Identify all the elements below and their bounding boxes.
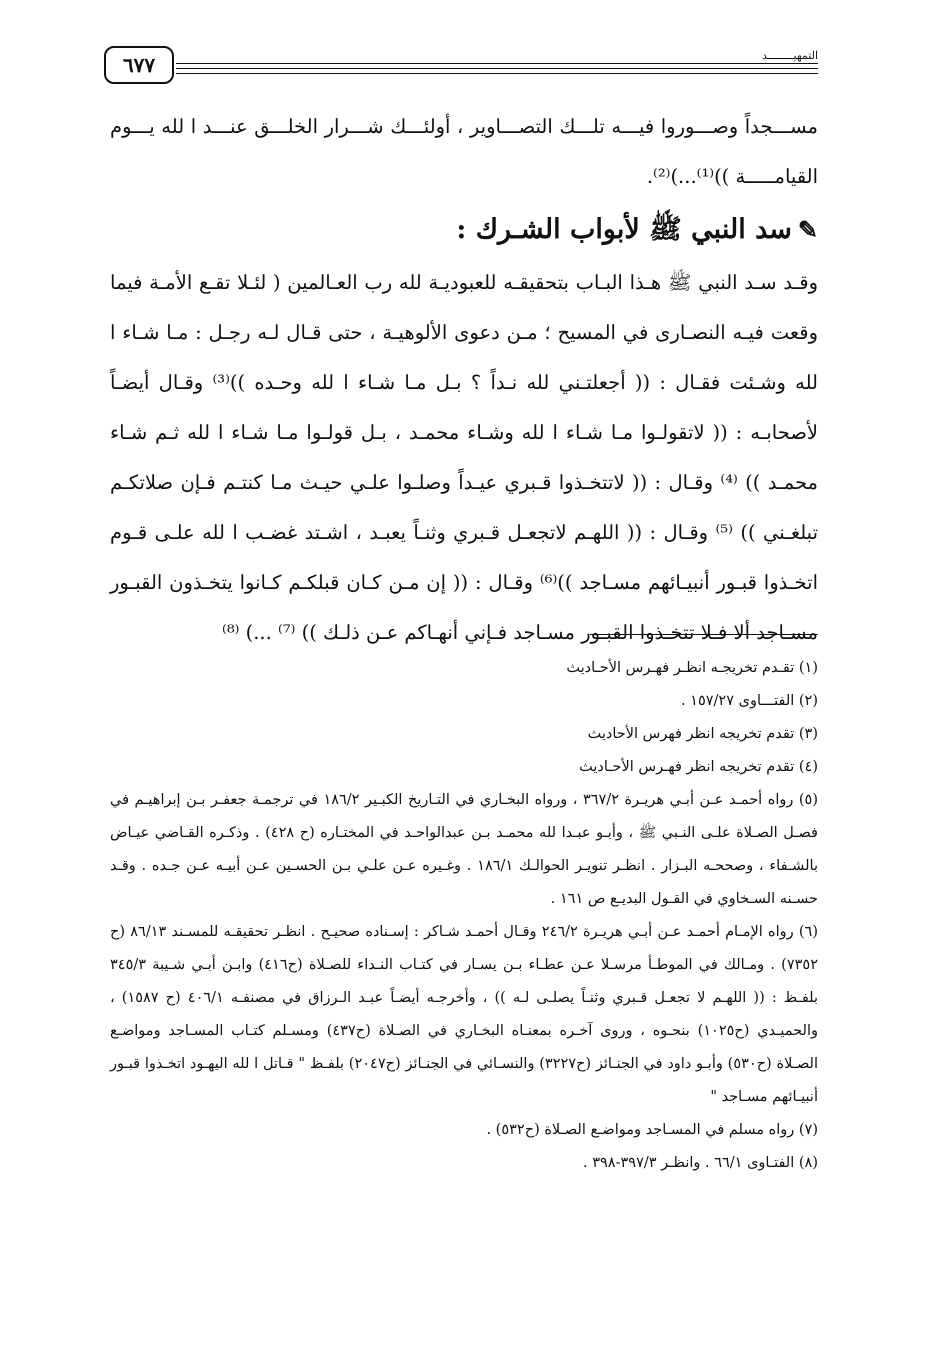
- page-number: ٦٧٧: [104, 46, 174, 84]
- header-rule: [176, 73, 818, 74]
- section-heading-text: سد النبي ﷺ لأبواب الشـرك :: [456, 214, 792, 245]
- footnote: (٧) رواه مسلم في المسـاجد ومواضـع الصـلاة (ح٥٣٢) .: [486, 1122, 818, 1138]
- footnote: (٦) رواه الإمـام أحمـد عـن أبـي هريـرة ٢٤٦/٢ وقـال أحمـد شـاكر : إسـناده صحيـح . انظـر تحقيقـه للمسـند ٨٦/١٣ (ح ٧٣٥٢) . ومـالك في الموطـأ مرسـلا عـن عطـاء بـن يسـار في كتـاب النـداء للصـلاة (ح٤١٦) وابـن أبـي شـيبة ٣٤٥/٣ بلفـظ : (( اللهـم لا تجعـل قـبري وثنـاً يصلـى لـه )) ، وأخرجـه أيضـاً عبـد الـرزاق في مصنفـه ٤٠٦/١ (ح ١٥٨٧) ، والحميـدي (ح١٠٢٥) بنحـوه ، وروى آخـره بمعنـاه البخـاري في الصـلاة (ح٤٣٧) ومسـلم كتـاب المسـاجد ومواضـع الصـلاة (ح٥٣٠) وأبـو داود في الجنـائز (ح٣٢٢٧) والنسـائي في الجنـائز (ح٢٠٤٧) بلفـظ " قـاتل ا لله اليهـود اتخـذوا قبـور أنبيـائهم مسـاجد ": [110, 924, 819, 1105]
- footnote: (٣) تقدم تخريجه انظر فهرس الأحاديث: [587, 726, 818, 742]
- footnote: (٤) تقدم تخريجه انظر فهـرس الأحـاديث: [579, 759, 818, 775]
- section-heading: [110, 202, 818, 258]
- pen-icon: ✎: [797, 215, 818, 244]
- paragraph: مســـجداً وصـــوروا فيـــه تلـــك التصـــاوير ، أولئـــك شـــرار الخلـــق عنـــد ا لله يـــوم القيامـــــة ))⁽¹⁾...)⁽²⁾.: [110, 115, 818, 188]
- footnotes: [110, 652, 818, 1180]
- running-title: التمهيــــــــد: [756, 49, 818, 62]
- header-rule: [176, 63, 818, 64]
- paragraph: وقـد سـد النبي ﷺ هـذا البـاب بتحقيقـه للعبوديـة لله رب العـالمين ( لئـلا تقـع الأمـة فيما وقعت فيـه النصـارى في المسيح ؛ مـن دعوى الألوهيـة ، حتى قـال لـه رجـل : مـا شـاء ا لله وشـئت فقـال : (( أجعلتـني لله نـداً ؟ بـل مـا شـاء ا لله وحـده ))⁽³⁾ وقـال أيضـاً لأصحابـه : (( لاتقولـوا مـا شـاء ا لله وشـاء محمـد ، بـل قولـوا مـا شـاء ا لله ثـم شـاء محمـد )) ⁽⁴⁾ وقـال : (( لاتتخـذوا قـبري عيـداً وصلـوا علـي حيـث مـا كنتـم فـإن صلاتكـم تبلغـني )) ⁽⁵⁾ وقـال : (( اللهـم لاتجعـل قـبري وثنـاً يعبـد ، اشـتد غضـب ا لله علـى قـوم اتخـذوا قبـور أنبيـائهم مسـاجد ))⁽⁶⁾ وقـال : (( إن مـن كـان قبلكـم كـانوا يتخـذون القبـور مسـاجد ألا فـلا تتخـذوا القبـور مسـاجد فـإني أنهـاكم عـن ذلـك )) ⁽⁷⁾ ...) ⁽⁸⁾: [110, 271, 818, 644]
- footnote: (٢) الفتـــاوى ١٥٧/٢٧ .: [680, 693, 818, 709]
- footnote-separator: [590, 634, 818, 635]
- main-text: [110, 102, 818, 658]
- footnote: (٨) الفتـاوى ٦٦/١ . وانظـر ٣٩٧/٣-٣٩٨ .: [583, 1155, 818, 1171]
- footnote: (١) تقـدم تخريجـه انظـر فهـرس الأحـاديث: [566, 660, 818, 676]
- footnote: (٥) رواه أحمـد عـن أبـي هريـرة ٣٦٧/٢ ، ورواه البخـاري في التـاريخ الكبـير ١٨٦/٢ في ترجمـة جعفـر بـن إبراهيـم في فصـل الصـلاة علـى النـبي ﷺ ، وأبـو عبـدا لله محمـد بـن عبدالواحـد في المختـاره (ح ٤٢٨) . وذكـره القـاضي عيـاض بالشـفاء ، وصححـه البـزار . انظـر تنويـر الحوالـك ١٨٦/١ . وغـيره عـن علـي بـن الحسـين عـن أبيـه عـن جـده . وقـد حسـنه السـخاوي في القـول البديـع ص ١٦١ .: [110, 792, 818, 907]
- page-header: [104, 46, 818, 92]
- header-rule: [176, 68, 818, 69]
